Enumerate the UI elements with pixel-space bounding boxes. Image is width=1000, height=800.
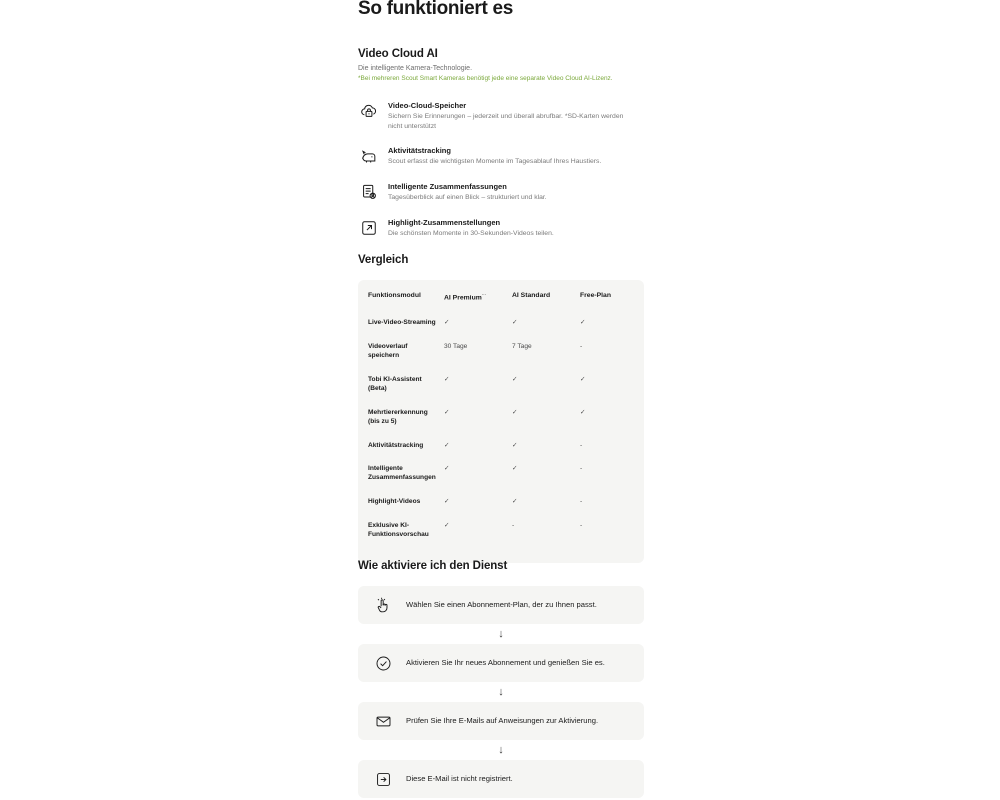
cell-free: - <box>580 522 583 530</box>
cell-standard: ✓ <box>512 465 518 473</box>
envelope-icon <box>372 710 394 732</box>
feature-title: Video-Cloud-Speicher <box>388 101 467 111</box>
cell-free: - <box>580 441 583 449</box>
activation-step-4 <box>358 760 644 798</box>
feature-description: Sichern Sie Erinnerungen – jederzeit und überall abrufbar. *SD-Karten werden nicht unterstützt <box>388 113 624 130</box>
cell-standard: 7 Tage <box>512 343 532 351</box>
cell-free: - <box>580 498 583 506</box>
activation-step-text: Wählen Sie einen Abonnement-Plan, der zu Ihnen passt. <box>406 600 597 610</box>
section-subtitle-video-cloud: Die intelligente Kamera-Technologie. <box>358 65 473 72</box>
activation-step-text: Aktivieren Sie Ihr neues Abonnement und genießen Sie es. <box>406 658 605 668</box>
cell-feature: Aktivitätstracking <box>368 441 424 449</box>
arrow-down-icon: ↓ <box>498 685 504 698</box>
table-row <box>368 459 640 492</box>
cell-free: ✓ <box>580 375 586 383</box>
table-row <box>368 403 640 436</box>
login-arrow-icon <box>372 768 394 790</box>
feature-text <box>388 181 547 203</box>
section-heading-video-cloud: Video Cloud AI <box>358 48 438 60</box>
table-header-row <box>368 292 640 313</box>
cell-free: ✓ <box>580 408 586 416</box>
feature-title: Highlight-Zusammenstellungen <box>388 218 501 228</box>
cell-feature: Highlight-Videos <box>368 498 421 506</box>
share-arrow-icon <box>358 217 380 239</box>
cell-feature: Mehrtiererkennung (bis zu 5) <box>368 408 428 425</box>
pet-activity-icon <box>358 145 380 167</box>
feature-text <box>388 145 601 167</box>
page-title: So funktioniert es <box>358 0 514 19</box>
cell-feature: Intelligente Zusammenfassungen <box>368 465 436 482</box>
cell-free: - <box>580 343 583 351</box>
document-summary-icon <box>358 181 380 203</box>
feature-description: Tagesüberblick auf einen Blick – strukturiert und klar. <box>388 194 547 202</box>
cell-feature: Exklusive KI-Funktionsvorschau <box>368 522 429 538</box>
arrow-down-icon: ↓ <box>498 627 504 640</box>
list-item <box>358 100 644 131</box>
cell-standard: ✓ <box>512 498 518 506</box>
hand-tap-icon <box>372 594 394 616</box>
column-header-free: Free-Plan <box>580 292 611 299</box>
cell-premium: 30 Tage <box>444 343 468 351</box>
check-circle-icon <box>372 652 394 674</box>
cell-standard: ✓ <box>512 375 518 383</box>
cell-free: ✓ <box>580 319 586 327</box>
activation-step-2 <box>358 644 644 682</box>
cell-free: - <box>580 465 583 473</box>
column-header-premium-superscript: ··· <box>481 292 487 297</box>
feature-title: Aktivitätstracking <box>388 146 451 156</box>
cell-standard: ✓ <box>512 441 518 449</box>
cell-feature: Tobi KI-Assistent (Beta) <box>368 375 422 392</box>
cell-feature: Videoverlauf speichern <box>368 343 408 360</box>
cell-premium: ✓ <box>444 522 450 530</box>
column-header-premium-label: AI Premium <box>444 294 482 302</box>
cell-premium: ✓ <box>444 408 450 416</box>
table-row <box>368 313 640 337</box>
column-header-feature: Funktionsmodul <box>368 292 421 299</box>
cell-premium: ✓ <box>444 441 450 449</box>
feature-text <box>388 217 554 239</box>
section-heading-comparison: Vergleich <box>358 254 409 266</box>
column-header-premium <box>444 292 512 313</box>
activation-step-text: Diese E-Mail ist nicht registriert. <box>406 774 513 784</box>
section-heading-activation: Wie aktiviere ich den Dienst <box>358 560 508 572</box>
section-comparison <box>358 254 644 563</box>
cloud-lock-icon <box>358 100 380 122</box>
column-header-standard: AI Standard <box>512 292 551 299</box>
comparison-table <box>368 292 640 549</box>
list-item <box>358 217 644 239</box>
cell-premium: ✓ <box>444 465 450 473</box>
feature-list <box>358 100 644 239</box>
cell-feature: Live-Video-Streaming <box>368 319 436 327</box>
table-row <box>368 370 640 403</box>
section-activation <box>358 560 644 798</box>
feature-description: Die schönsten Momente in 30-Sekunden-Videos teilen. <box>388 230 554 238</box>
section-video-cloud-ai <box>358 48 644 253</box>
cell-standard: ✓ <box>512 319 518 327</box>
comparison-table-body <box>368 313 640 549</box>
feature-title: Intelligente Zusammenfassungen <box>388 182 507 192</box>
list-item <box>358 145 644 167</box>
table-row <box>368 516 640 549</box>
table-row <box>368 436 640 460</box>
table-row <box>368 337 640 370</box>
activation-step-1 <box>358 586 644 624</box>
feature-text <box>388 100 636 131</box>
list-item <box>358 181 644 203</box>
activation-step-3 <box>358 702 644 740</box>
cell-premium: ✓ <box>444 319 450 327</box>
comparison-table-card <box>358 280 644 563</box>
feature-description: Scout erfasst die wichtigsten Momente im Tagesablauf Ihres Haustiers. <box>388 158 602 166</box>
cell-premium: ✓ <box>444 375 450 383</box>
cell-premium: ✓ <box>444 498 450 506</box>
activation-step-text: Prüfen Sie Ihre E-Mails auf Anweisungen zur Aktivierung. <box>406 716 599 726</box>
arrow-down-icon: ↓ <box>498 743 504 756</box>
license-note: *Bei mehreren Scout Smart Kameras benötigt jede eine separate Video Cloud AI-Lizenz. <box>358 75 613 83</box>
table-row <box>368 492 640 516</box>
cell-standard: - <box>512 522 515 530</box>
cell-standard: ✓ <box>512 408 518 416</box>
